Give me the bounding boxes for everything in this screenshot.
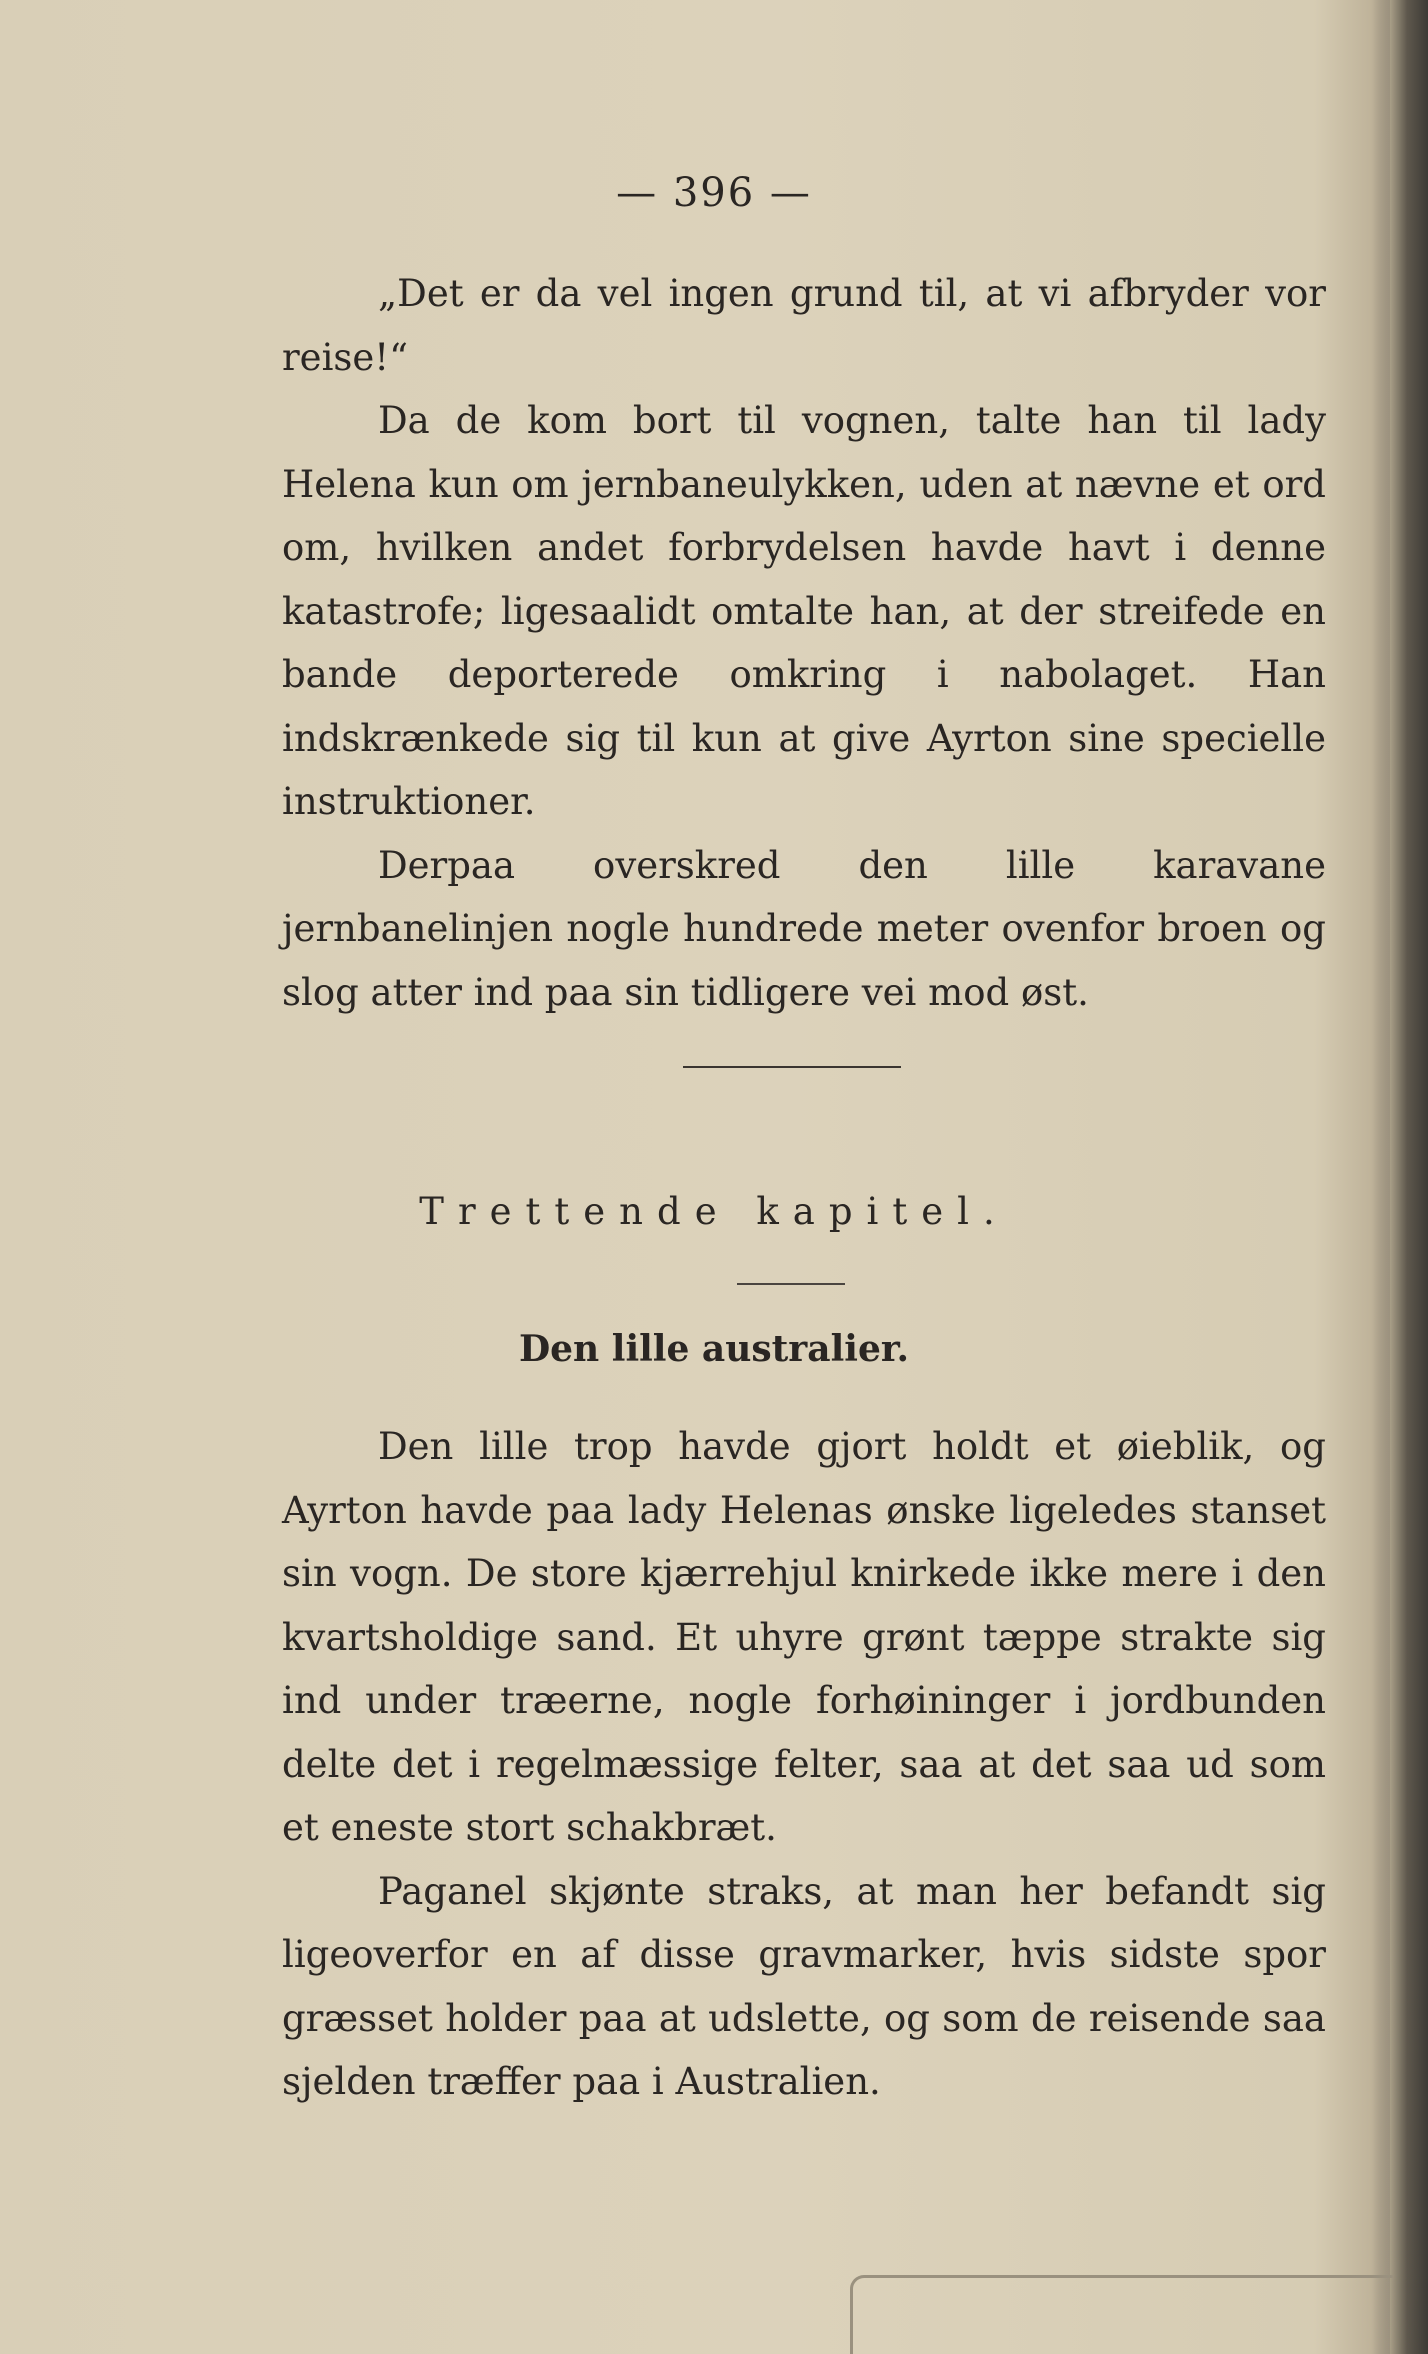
chapter-title: Den lille australier. [518,1328,910,1370]
paragraph: „Det er da vel ingen grund til, at vi afbryder vor reise!“ [282,272,1326,379]
page-edge-fold [850,2275,1393,2354]
paragraph: Den lille trop havde gjort holdt et øieblik, og Ayrton havde paa lady Helenas ønske ligeledes stanset sin vogn. De store kjærrehjul knirkede ikke mere i den kvartsholdige sand. Et uhyre grønt tæppe strakte sig ind under træerne, nogle forhøininger i jordbunden delte det i regelmæssige felter, saa at det saa ud som et eneste stort schakbræt. [282,1425,1326,1849]
page-gutter-shadow [1372,0,1390,2354]
chapter-divider [737,1283,845,1285]
text-block-top [282,262,1326,1024]
paragraph: Derpaa overskred den lille karavane jernbanelinjen nogle hundrede meter ovenfor broen og slog atter ind paa sin tidligere vei mod øst. [282,843,1326,1014]
section-divider [683,1066,901,1068]
text-block-bottom [282,1415,1326,2114]
paragraph: Da de kom bort til vognen, talte han til lady Helena kun om jernbaneulykken, uden at nævne et ord om, hvilken andet forbrydelsen havde havt i denne katastrofe; ligesaalidt omtalte han, at der streifede en bande deporterede omkring i nabolaget. Han indskrænkede sig til kun at give Ayrton sine specielle instruktioner. [282,399,1326,823]
book-spine [1390,0,1428,2354]
paragraph: Paganel skjønte straks, at man her befandt sig ligeoverfor en af disse gravmarker, hvis sidste spor græsset holder paa at udslette, og som de reisende saa sjelden træffer paa i Australien. [282,1869,1326,2103]
chapter-heading: Trettende kapitel. [419,1190,1009,1233]
page-number: — 396 — [616,170,812,216]
